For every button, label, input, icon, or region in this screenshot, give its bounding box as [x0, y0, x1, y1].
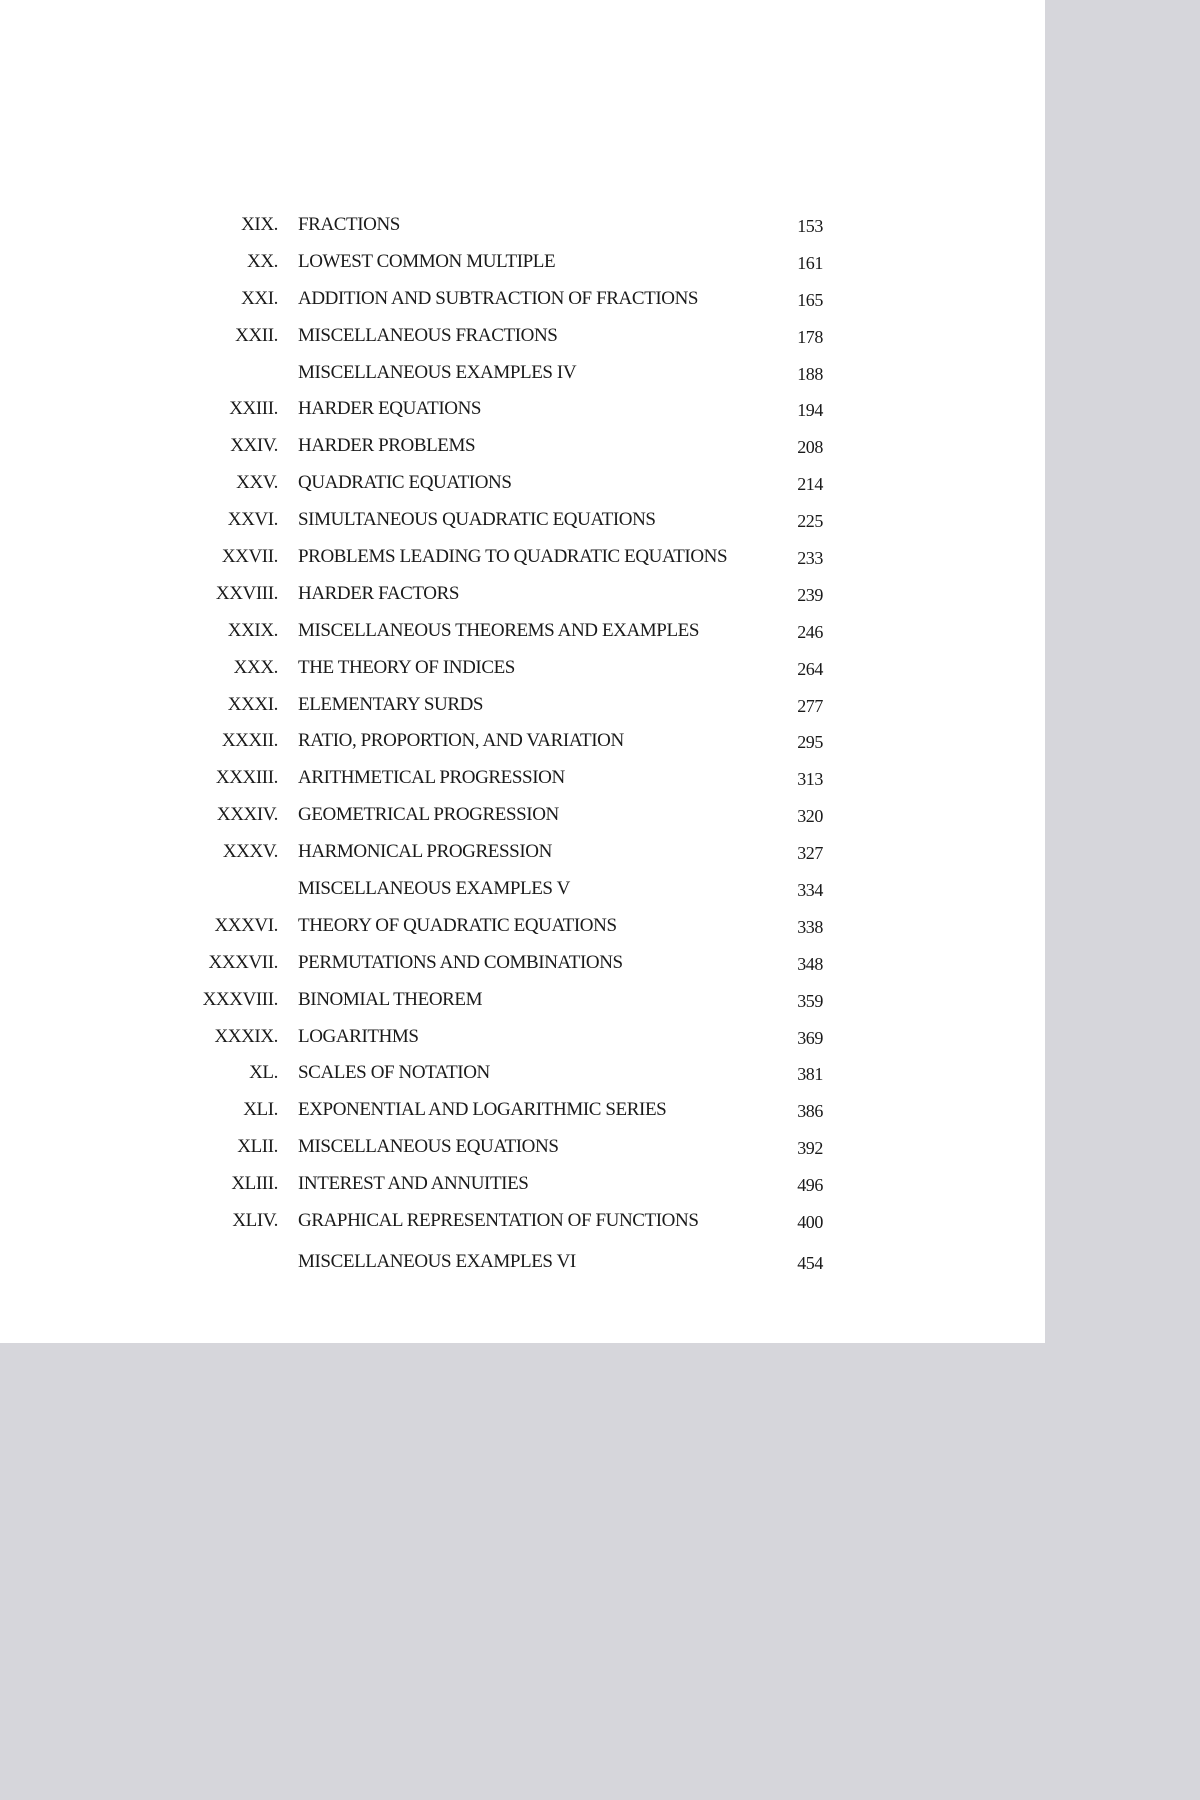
- chapter-title: BINOMIAL THEOREM: [298, 988, 483, 1010]
- page-number: 381: [797, 1064, 823, 1085]
- page-number: 386: [797, 1101, 823, 1122]
- toc-entry: [0, 944, 1045, 981]
- chapter-number: XXVIII.: [215, 582, 278, 604]
- chapter-number: XLIV.: [232, 1210, 278, 1232]
- page-number: 233: [797, 548, 823, 569]
- toc-entry: [0, 759, 1045, 796]
- chapter-number: XXXII.: [221, 730, 278, 752]
- toc-entry: [0, 722, 1045, 759]
- chapter-title: MISCELLANEOUS EQUATIONS: [298, 1136, 559, 1158]
- chapter-number: XXIV.: [230, 435, 278, 457]
- page-number: 496: [797, 1175, 823, 1196]
- page-number: 277: [797, 695, 823, 716]
- page-number: 327: [797, 843, 823, 864]
- page-number: 334: [797, 880, 823, 901]
- toc-entry: [0, 354, 1045, 391]
- chapter-title: INTEREST AND ANNUITIES: [298, 1173, 529, 1195]
- toc-entry: [0, 390, 1045, 427]
- chapter-number: XIX.: [241, 214, 278, 235]
- toc-entry: [0, 501, 1045, 538]
- page-number: 239: [797, 584, 823, 605]
- page-number: 214: [797, 474, 823, 495]
- chapter-number: XXXV.: [222, 841, 278, 863]
- toc-entry: [0, 317, 1045, 354]
- chapter-title: GRAPHICAL REPRESENTATION OF FUNCTIONS: [298, 1210, 699, 1232]
- chapter-number: XLIII.: [231, 1173, 278, 1195]
- chapter-title: ELEMENTARY SURDS: [298, 693, 484, 715]
- chapter-title: HARDER EQUATIONS: [298, 398, 482, 420]
- chapter-number: XXXIV.: [216, 804, 278, 826]
- page-number: 313: [797, 769, 823, 790]
- chapter-number: XXV.: [236, 472, 278, 494]
- toc-entry: [0, 427, 1045, 464]
- chapter-number: XX.: [247, 250, 278, 272]
- toc-entry: [0, 243, 1045, 280]
- page-number: 338: [797, 916, 823, 937]
- page-number: 454: [797, 1252, 823, 1273]
- toc-entry: [0, 649, 1045, 686]
- toc-entry: [0, 1202, 1045, 1239]
- chapter-title: GEOMETRICAL PROGRESSION: [298, 804, 559, 826]
- chapter-title: HARDER PROBLEMS: [298, 435, 476, 457]
- chapter-title: MISCELLANEOUS EXAMPLES V: [298, 878, 570, 900]
- toc-entry: [0, 575, 1045, 612]
- chapter-number: XXIX.: [227, 619, 278, 641]
- page-number: 188: [797, 363, 823, 384]
- toc-entry: [0, 686, 1045, 723]
- page-number: 400: [797, 1212, 823, 1233]
- chapter-number: XXXVIII.: [202, 988, 278, 1010]
- page-number: 264: [797, 658, 823, 679]
- chapter-number: XXXVII.: [208, 951, 278, 973]
- toc-entry: [0, 833, 1045, 870]
- chapter-title: HARDER FACTORS: [298, 582, 460, 604]
- toc-entry: [0, 1243, 1045, 1280]
- chapter-number: XLII.: [237, 1136, 278, 1158]
- chapter-title: THE THEORY OF INDICES: [298, 656, 515, 678]
- chapter-title: FRACTIONS: [298, 214, 400, 235]
- toc-entry: [0, 907, 1045, 944]
- page-number: 208: [797, 437, 823, 458]
- toc-entry: [0, 280, 1045, 317]
- chapter-title: ADDITION AND SUBTRACTION OF FRACTIONS: [298, 287, 699, 309]
- chapter-number: XXXI.: [227, 693, 278, 715]
- page-number: 178: [797, 326, 823, 347]
- chapter-title: MISCELLANEOUS EXAMPLES IV: [298, 361, 577, 383]
- chapter-title: MISCELLANEOUS EXAMPLES VI: [298, 1250, 576, 1272]
- chapter-number: XXVI.: [227, 509, 278, 531]
- chapter-title: RATIO, PROPORTION, AND VARIATION: [298, 730, 624, 752]
- toc-entry: [0, 1128, 1045, 1165]
- toc-entry: [0, 981, 1045, 1018]
- page-number: 392: [797, 1138, 823, 1159]
- page-number: 246: [797, 621, 823, 642]
- chapter-title: MISCELLANEOUS FRACTIONS: [298, 324, 558, 346]
- toc-entry: [0, 796, 1045, 833]
- chapter-number: XXXVI.: [214, 914, 278, 936]
- page-number: 165: [797, 289, 823, 310]
- page-number: 153: [797, 216, 823, 236]
- page-number: 194: [797, 400, 823, 421]
- chapter-number: XXI.: [241, 287, 278, 309]
- chapter-number: XLI.: [243, 1099, 278, 1121]
- chapter-title: HARMONICAL PROGRESSION: [298, 841, 552, 863]
- chapter-number: XXVII.: [221, 546, 278, 568]
- chapter-number: XXIII.: [229, 398, 278, 420]
- chapter-title: EXPONENTIAL AND LOGARITHMIC SERIES: [298, 1099, 667, 1121]
- chapter-number: XL.: [249, 1062, 278, 1084]
- toc-entry: [0, 206, 1045, 243]
- chapter-title: LOGARITHMS: [298, 1025, 419, 1047]
- chapter-number: XXII.: [235, 324, 278, 346]
- table-of-contents: [0, 206, 1045, 1280]
- toc-entry: [0, 538, 1045, 575]
- page-number: 295: [797, 732, 823, 753]
- chapter-number: XXX.: [233, 656, 278, 678]
- toc-entry: [0, 1054, 1045, 1091]
- chapter-title: PROBLEMS LEADING TO QUADRATIC EQUATIONS: [298, 546, 728, 568]
- page-number: 225: [797, 511, 823, 532]
- page-number: 320: [797, 806, 823, 827]
- toc-entry: [0, 1091, 1045, 1128]
- chapter-number: XXXIII.: [215, 767, 278, 789]
- toc-entry: [0, 1018, 1045, 1055]
- page-number: 348: [797, 953, 823, 974]
- chapter-title: MISCELLANEOUS THEOREMS AND EXAMPLES: [298, 619, 700, 641]
- chapter-title: SIMULTANEOUS QUADRATIC EQUATIONS: [298, 509, 656, 531]
- toc-entry: [0, 1165, 1045, 1202]
- page-number: 161: [797, 252, 823, 273]
- chapter-title: LOWEST COMMON MULTIPLE: [298, 250, 556, 272]
- chapter-title: ARITHMETICAL PROGRESSION: [298, 767, 565, 789]
- toc-entry: [0, 464, 1045, 501]
- page-number: 359: [797, 990, 823, 1011]
- chapter-title: QUADRATIC EQUATIONS: [298, 472, 512, 494]
- chapter-number: XXXIX.: [214, 1025, 278, 1047]
- toc-entry: [0, 612, 1045, 649]
- toc-entry: [0, 870, 1045, 907]
- page-number: 369: [797, 1027, 823, 1048]
- chapter-title: SCALES OF NOTATION: [298, 1062, 490, 1084]
- chapter-title: THEORY OF QUADRATIC EQUATIONS: [298, 914, 617, 936]
- chapter-title: PERMUTATIONS AND COMBINATIONS: [298, 951, 623, 973]
